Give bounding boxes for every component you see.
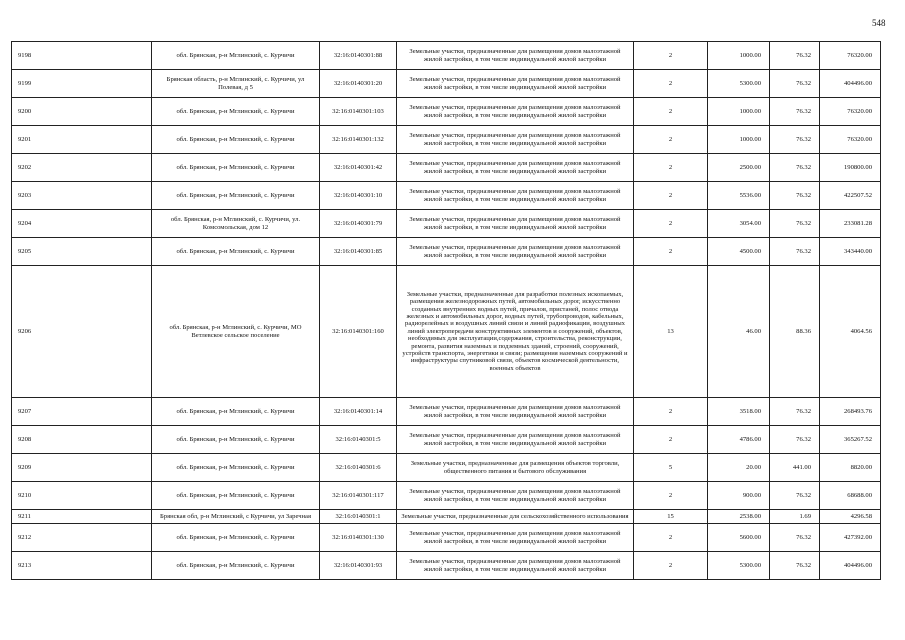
table-row (12, 510, 881, 524)
cadastral-value-cell: 233081.28 (820, 210, 881, 238)
use-group-cell: 2 (634, 42, 708, 70)
cadastral-number-cell: 32:16:0140301:5 (320, 426, 397, 454)
land-use-cell: Земельные участки, предназначенные для размещения домов малоэтажной жилой застройки, в том числе индивидуальной жилой застройки (397, 426, 634, 454)
land-use-cell: Земельные участки, предназначенные для размещения домов малоэтажной жилой застройки, в том числе индивидуальной жилой застройки (397, 154, 634, 182)
use-group-cell: 13 (634, 266, 708, 398)
land-use-cell: Земельные участки, предназначенные для размещения домов малоэтажной жилой застройки, в том числе индивидуальной жилой застройки (397, 70, 634, 98)
table-row (12, 154, 881, 182)
row-number: 9202 (12, 154, 152, 182)
table-row (12, 126, 881, 154)
cadastral-value-cell: 4296.58 (820, 510, 881, 524)
table-row (12, 42, 881, 70)
table-row (12, 182, 881, 210)
specific-value-cell: 76.32 (770, 98, 820, 126)
specific-value-cell: 76.32 (770, 154, 820, 182)
table-row (12, 482, 881, 510)
cadastral-number-cell: 32:16:0140301:42 (320, 154, 397, 182)
address-cell: обл. Брянская, р-н Мглинский, с. Курчичи (152, 482, 320, 510)
address-cell: обл. Брянская, р-н Мглинский, с. Курчичи, ул. Комсомольская, дом 12 (152, 210, 320, 238)
use-group-cell: 2 (634, 524, 708, 552)
table-row (12, 98, 881, 126)
row-number: 9204 (12, 210, 152, 238)
row-number: 9209 (12, 454, 152, 482)
address-cell: обл. Брянская, р-н Мглинский, с. Курчичи (152, 454, 320, 482)
specific-value-cell: 76.32 (770, 524, 820, 552)
address-cell: обл. Брянская, р-н Мглинский, с. Курчичи (152, 42, 320, 70)
land-use-cell: Земельные участки, предназначенные для размещения домов малоэтажной жилой застройки, в том числе индивидуальной жилой застройки (397, 42, 634, 70)
row-number: 9201 (12, 126, 152, 154)
cadastral-number-cell: 32:16:0140301:1 (320, 510, 397, 524)
cadastral-number-cell: 32:16:0140301:88 (320, 42, 397, 70)
use-group-cell: 2 (634, 482, 708, 510)
specific-value-cell: 76.32 (770, 552, 820, 580)
cadastral-value-cell: 365267.52 (820, 426, 881, 454)
cadastral-value-cell: 8820.00 (820, 454, 881, 482)
cadastral-number-cell: 32:16:0140301:20 (320, 70, 397, 98)
table-row (12, 524, 881, 552)
area-cell: 5536.00 (708, 182, 770, 210)
cadastral-number-cell: 32:16:0140301:93 (320, 552, 397, 580)
cadastral-value-table (11, 41, 881, 580)
row-number: 9207 (12, 398, 152, 426)
cadastral-value-cell: 190800.00 (820, 154, 881, 182)
specific-value-cell: 76.32 (770, 126, 820, 154)
use-group-cell: 2 (634, 154, 708, 182)
table-row (12, 210, 881, 238)
row-number: 9203 (12, 182, 152, 210)
area-cell: 5600.00 (708, 524, 770, 552)
area-cell: 5300.00 (708, 70, 770, 98)
address-cell: обл. Брянская, р-н Мглинский, с. Курчичи, МО Ветлевское сельское поселение (152, 266, 320, 398)
cadastral-number-cell: 32:16:0140301:85 (320, 238, 397, 266)
cadastral-value-cell: 404496.00 (820, 552, 881, 580)
specific-value-cell: 441.00 (770, 454, 820, 482)
address-cell: обл. Брянская, р-н Мглинский, с. Курчичи (152, 182, 320, 210)
area-cell: 46.00 (708, 266, 770, 398)
land-use-cell: Земельные участки, предназначенные для разработки полезных ископаемых, размещения железнодорожных путей, автомобильных дорог, искусственно созданных внутренних водных путей, причалов, пристаней, полос отвода железных и автомобильных дорог, водных путей, трубопроводов, кабельных, радиорелейных и воздушных линий связи и линий радиофикации, воздушных линий электропередачи конструктивных элементов и сооружений, объектов, необходимых для эксплуатации,содержания, строительства, реконструкции, ремонта, развития наземных и подземных зданий, строений, сооружений, устройств транспорта, энергетики и связи; размещения наземных сооружений и инфраструктуры спутниковой связи, объектов космической деятельности, военных объектов (397, 266, 634, 398)
address-cell: Брянская область, р-н Мглинский, с. Курчичи, ул Полевая, д 5 (152, 70, 320, 98)
area-cell: 900.00 (708, 482, 770, 510)
specific-value-cell: 88.36 (770, 266, 820, 398)
cadastral-value-cell: 76320.00 (820, 126, 881, 154)
address-cell: Брянская обл, р-н Мглинский, с Курчичи, ул Заречная (152, 510, 320, 524)
cadastral-value-cell: 76320.00 (820, 42, 881, 70)
specific-value-cell: 76.32 (770, 42, 820, 70)
land-use-cell: Земельные участки, предназначенные для сельскохозяйственного использования (397, 510, 634, 524)
land-use-cell: Земельные участки, предназначенные для размещения объектов торговли, общественного питания и бытового обслуживания (397, 454, 634, 482)
row-number: 9198 (12, 42, 152, 70)
land-use-cell: Земельные участки, предназначенные для размещения домов малоэтажной жилой застройки, в том числе индивидуальной жилой застройки (397, 398, 634, 426)
specific-value-cell: 76.32 (770, 398, 820, 426)
area-cell: 1000.00 (708, 42, 770, 70)
cadastral-number-cell: 32:16:0140301:103 (320, 98, 397, 126)
use-group-cell: 2 (634, 210, 708, 238)
use-group-cell: 2 (634, 552, 708, 580)
use-group-cell: 5 (634, 454, 708, 482)
area-cell: 5300.00 (708, 552, 770, 580)
row-number: 9206 (12, 266, 152, 398)
cadastral-number-cell: 32:16:0140301:79 (320, 210, 397, 238)
cadastral-value-cell: 4064.56 (820, 266, 881, 398)
row-number: 9199 (12, 70, 152, 98)
land-use-cell: Земельные участки, предназначенные для размещения домов малоэтажной жилой застройки, в том числе индивидуальной жилой застройки (397, 552, 634, 580)
row-number: 9200 (12, 98, 152, 126)
area-cell: 3518.00 (708, 398, 770, 426)
table-row (12, 454, 881, 482)
land-use-cell: Земельные участки, предназначенные для размещения домов малоэтажной жилой застройки, в том числе индивидуальной жилой застройки (397, 182, 634, 210)
use-group-cell: 2 (634, 238, 708, 266)
table-row (12, 398, 881, 426)
land-use-cell: Земельные участки, предназначенные для размещения домов малоэтажной жилой застройки, в том числе индивидуальной жилой застройки (397, 210, 634, 238)
use-group-cell: 2 (634, 70, 708, 98)
cadastral-value-cell: 268493.76 (820, 398, 881, 426)
use-group-cell: 15 (634, 510, 708, 524)
cadastral-number-cell: 32:16:0140301:132 (320, 126, 397, 154)
table-row (12, 238, 881, 266)
land-use-cell: Земельные участки, предназначенные для размещения домов малоэтажной жилой застройки, в том числе индивидуальной жилой застройки (397, 126, 634, 154)
row-number: 9213 (12, 552, 152, 580)
cadastral-number-cell: 32:16:0140301:14 (320, 398, 397, 426)
cadastral-number-cell: 32:16:0140301:6 (320, 454, 397, 482)
specific-value-cell: 76.32 (770, 182, 820, 210)
area-cell: 4786.00 (708, 426, 770, 454)
table-row (12, 266, 881, 398)
area-cell: 2538.00 (708, 510, 770, 524)
land-use-cell: Земельные участки, предназначенные для размещения домов малоэтажной жилой застройки, в том числе индивидуальной жилой застройки (397, 482, 634, 510)
specific-value-cell: 76.32 (770, 238, 820, 266)
cadastral-number-cell: 32:16:0140301:160 (320, 266, 397, 398)
row-number: 9211 (12, 510, 152, 524)
row-number: 9208 (12, 426, 152, 454)
table-row (12, 70, 881, 98)
row-number: 9212 (12, 524, 152, 552)
table-row (12, 426, 881, 454)
address-cell: обл. Брянская, р-н Мглинский, с. Курчичи (152, 126, 320, 154)
area-cell: 20.00 (708, 454, 770, 482)
specific-value-cell: 76.32 (770, 70, 820, 98)
area-cell: 4500.00 (708, 238, 770, 266)
address-cell: обл. Брянская, р-н Мглинский, с. Курчичи (152, 398, 320, 426)
table-row (12, 552, 881, 580)
use-group-cell: 2 (634, 98, 708, 126)
address-cell: обл. Брянская, р-н Мглинский, с. Курчичи (152, 98, 320, 126)
address-cell: обл. Брянская, р-н Мглинский, с. Курчичи (152, 524, 320, 552)
area-cell: 2500.00 (708, 154, 770, 182)
land-use-cell: Земельные участки, предназначенные для размещения домов малоэтажной жилой застройки, в том числе индивидуальной жилой застройки (397, 238, 634, 266)
cadastral-value-cell: 422507.52 (820, 182, 881, 210)
cadastral-value-cell: 68688.00 (820, 482, 881, 510)
address-cell: обл. Брянская, р-н Мглинский, с. Курчичи (152, 238, 320, 266)
cadastral-value-cell: 404496.00 (820, 70, 881, 98)
specific-value-cell: 76.32 (770, 210, 820, 238)
cadastral-value-cell: 343440.00 (820, 238, 881, 266)
land-use-cell: Земельные участки, предназначенные для размещения домов малоэтажной жилой застройки, в том числе индивидуальной жилой застройки (397, 524, 634, 552)
row-number: 9210 (12, 482, 152, 510)
area-cell: 1000.00 (708, 126, 770, 154)
area-cell: 1000.00 (708, 98, 770, 126)
use-group-cell: 2 (634, 426, 708, 454)
cadastral-value-cell: 427392.00 (820, 524, 881, 552)
cadastral-number-cell: 32:16:0140301:117 (320, 482, 397, 510)
use-group-cell: 2 (634, 182, 708, 210)
specific-value-cell: 1.69 (770, 510, 820, 524)
land-use-cell: Земельные участки, предназначенные для размещения домов малоэтажной жилой застройки, в том числе индивидуальной жилой застройки (397, 98, 634, 126)
address-cell: обл. Брянская, р-н Мглинский, с. Курчичи (152, 426, 320, 454)
cadastral-value-cell: 76320.00 (820, 98, 881, 126)
cadastral-number-cell: 32:16:0140301:10 (320, 182, 397, 210)
address-cell: обл. Брянская, р-н Мглинский, с. Курчичи (152, 552, 320, 580)
use-group-cell: 2 (634, 398, 708, 426)
specific-value-cell: 76.32 (770, 426, 820, 454)
page-number: 548 (872, 18, 886, 28)
address-cell: обл. Брянская, р-н Мглинский, с. Курчичи (152, 154, 320, 182)
specific-value-cell: 76.32 (770, 482, 820, 510)
cadastral-number-cell: 32:16:0140301:130 (320, 524, 397, 552)
use-group-cell: 2 (634, 126, 708, 154)
row-number: 9205 (12, 238, 152, 266)
area-cell: 3054.00 (708, 210, 770, 238)
